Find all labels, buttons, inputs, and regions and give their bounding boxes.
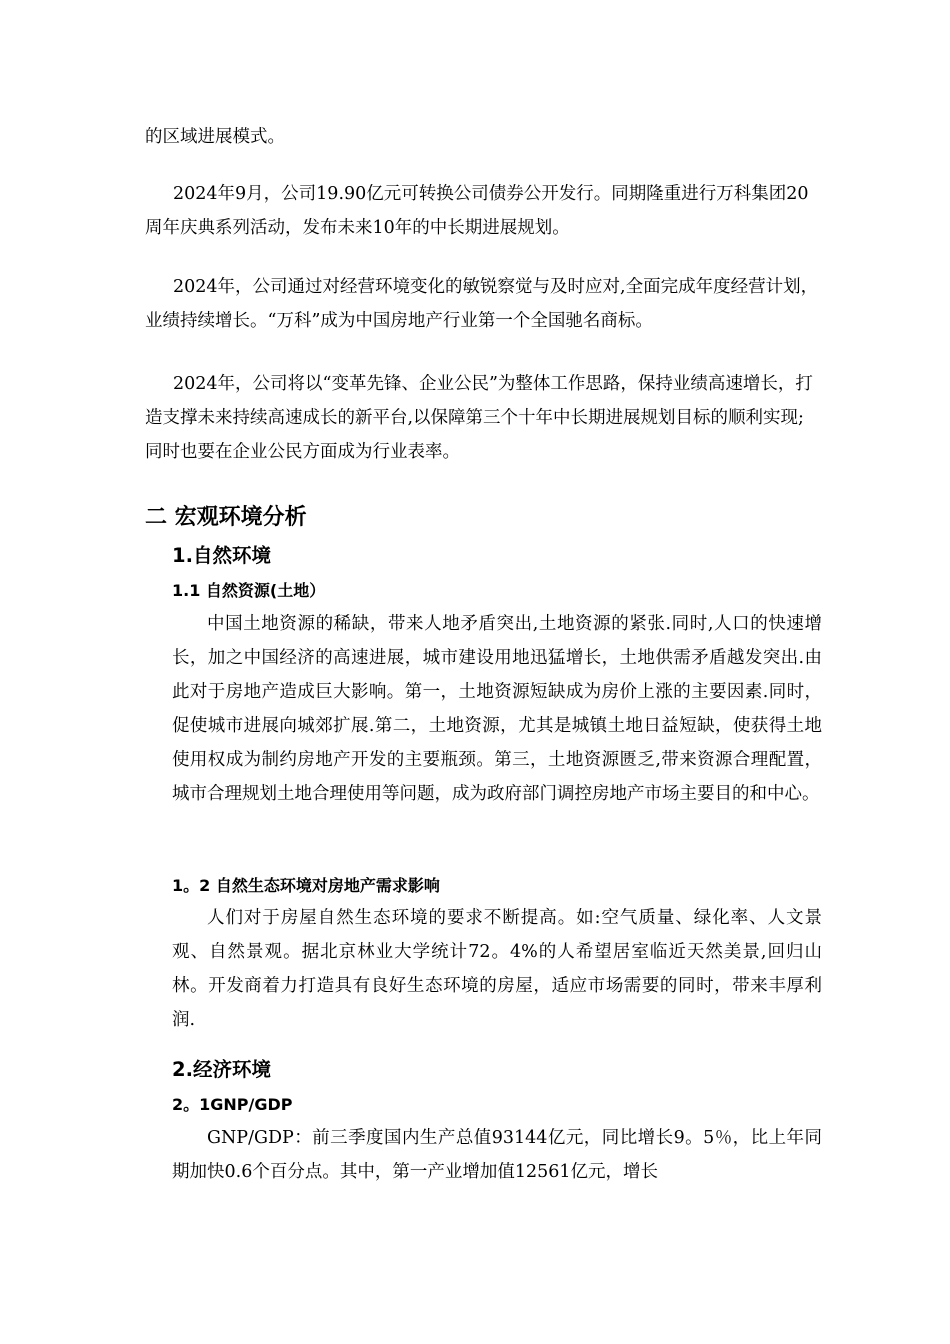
heading-gnp-gdp: 2。1GNP/GDP <box>172 1095 293 1114</box>
paragraph-land-resources: 中国土地资源的稀缺，带来人地矛盾突出,土地资源的紧张.同时,人口的快速增长，加之中国经济的高速进展，城市建设用地迅猛增长，土地供需矛盾越发突出.由此对于房地产造成巨大影响。第一，土地资源短缺成为房价上涨的主要因素.同时，促使城市进展向城郊扩展.第二，土地资源，尤其是城镇土地日益短缺，使获得土地使用权成为制约房地产开发的主要瓶颈。第三，土地资源匮乏,带来资源合理配置，城市合理规划土地合理使用等问题，成为政府部门调控房地产市场主要目的和中心。 <box>172 614 822 804</box>
paragraph-ecological-environment: 人们对于房屋自然生态环境的要求不断提高。如:空气质量、绿化率、人文景观、自然景观。据北京林业大学统计72。4%的人希望居室临近天然美景,回归山林。开发商着力打造具有良好生态环境的房屋，适应市场需要的同时，带来丰厚利润. <box>172 908 822 1030</box>
heading-natural-environment: 1.自然环境 <box>172 544 271 567</box>
paragraph-gnp-gdp: GNP/GDP：前三季度国内生产总值93144亿元，同比增长9。5％，比上年同期加快0.6个百分点。其中，第一产业增加值12561亿元，增长 <box>172 1128 822 1182</box>
heading-ecological-environment: 1。2 自然生态环境对房地产需求影响 <box>172 876 440 895</box>
paragraph-2024-bond: 2024年9月，公司19.90亿元可转换公司债券公开发行。同期隆重进行万科集团20周年庆典系列活动，发布未来10年的中长期进展规划。 <box>145 184 809 238</box>
section-heading-macro-environment: 二 宏观环境分析 <box>145 505 307 530</box>
paragraph-2024-strategy: 2024年，公司将以“变革先锋、企业公民”为整体工作思路，保持业绩高速增长，打造支撑未来持续高速成长的新平台,以保障第三个十年中长期进展规划目标的顺利实现;同时也要在企业公民方面成为行业表率。 <box>145 374 813 462</box>
heading-economic-environment: 2.经济环境 <box>172 1058 271 1081</box>
paragraph-intro-tail: 的区域进展模式。 <box>145 127 285 147</box>
heading-land-resources: 1.1 自然资源(土地） <box>172 581 326 600</box>
paragraph-2024-performance: 2024年，公司通过对经营环境变化的敏锐察觉与及时应对,全面完成年度经营计划，业绩持续增长。“万科”成为中国房地产行业第一个全国驰名商标。 <box>145 277 819 331</box>
